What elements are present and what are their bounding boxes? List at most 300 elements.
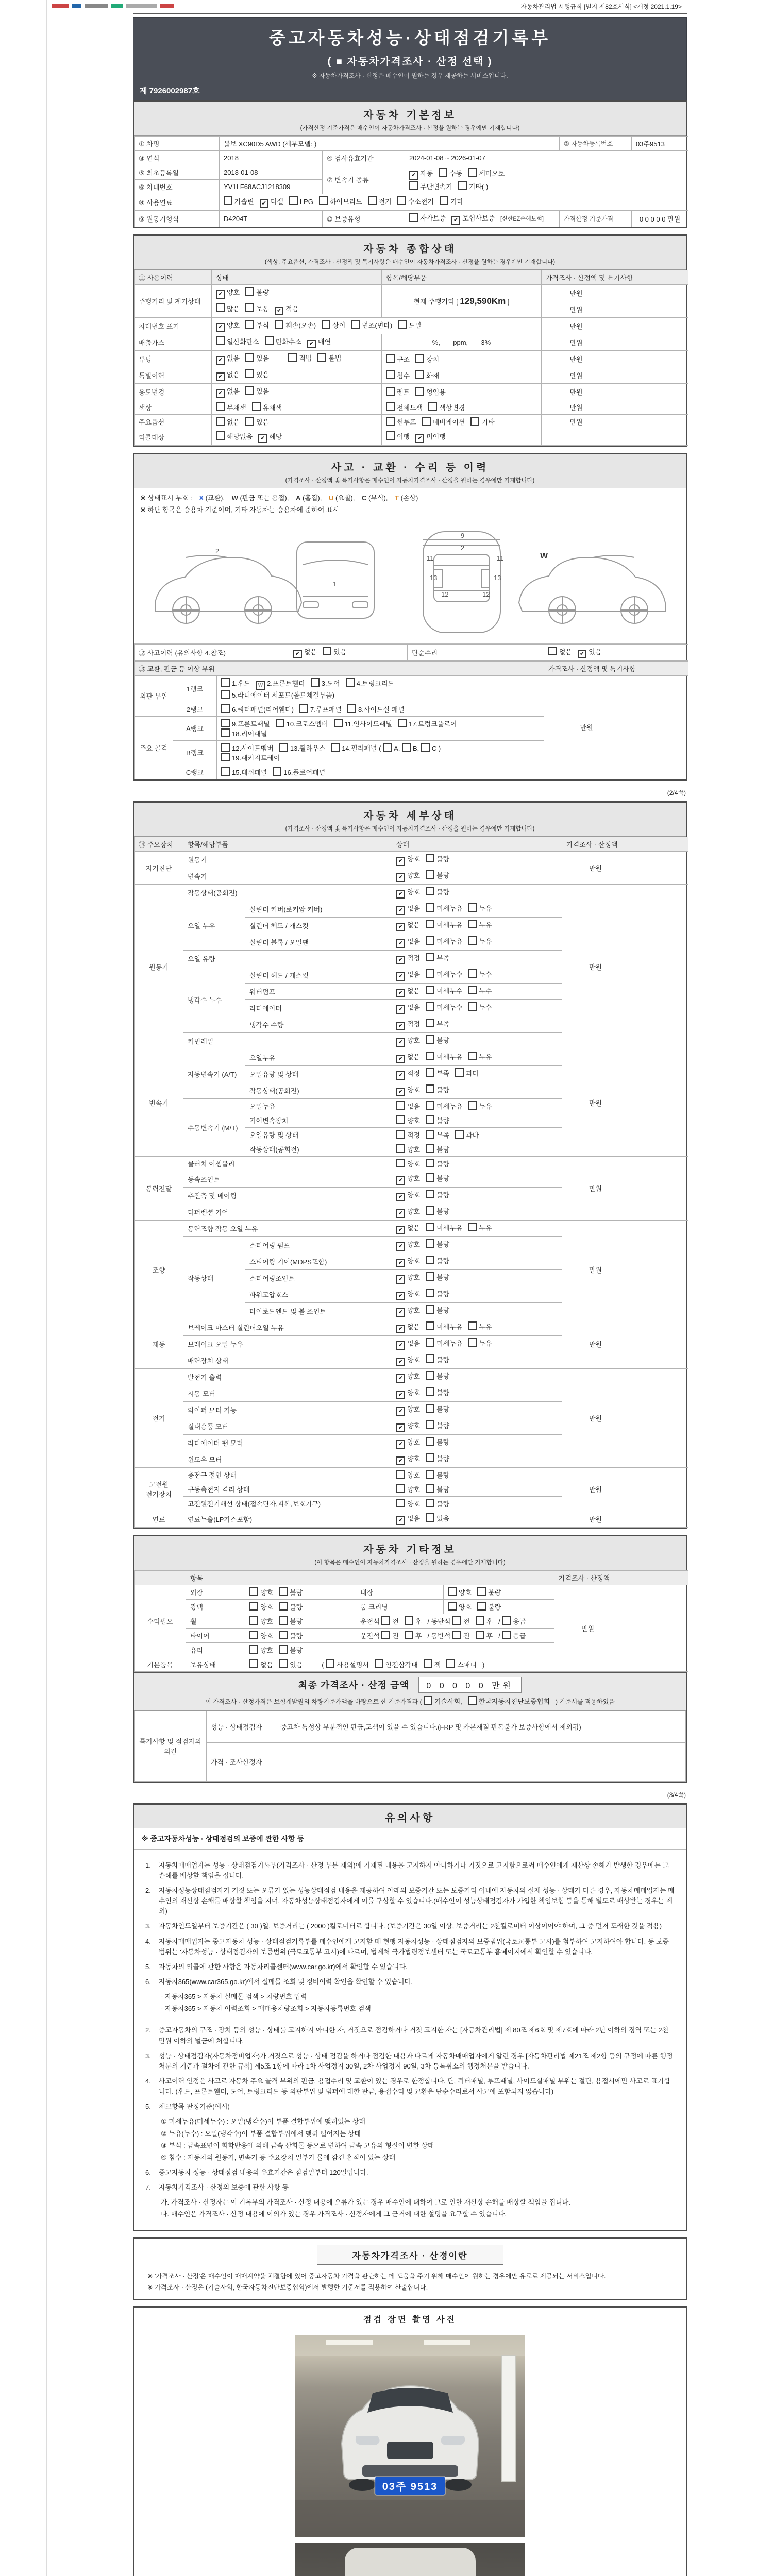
- checkbox-10.크로스멤버[interactable]: [276, 719, 284, 727]
- checkbox-보통[interactable]: [245, 303, 254, 312]
- checkbox-불량[interactable]: [279, 1645, 288, 1654]
- checkbox-있음[interactable]: [245, 353, 254, 362]
- checkbox-C[interactable]: [421, 743, 430, 752]
- checkbox-불량[interactable]: [477, 1602, 486, 1611]
- option-4.트렁크리드: 4.트렁크리드: [346, 678, 395, 688]
- checkbox-양호[interactable]: ✔: [396, 1275, 405, 1284]
- checkbox-훼손(오손)[interactable]: [275, 320, 283, 329]
- checkbox-불량[interactable]: [426, 1272, 434, 1281]
- checkbox-없음[interactable]: ✔: [396, 1516, 405, 1525]
- checkbox-유채색[interactable]: [252, 402, 261, 411]
- checkbox-불량[interactable]: [426, 1420, 434, 1429]
- price-cell: 만원: [562, 884, 629, 1049]
- checkbox-양호[interactable]: ✔: [396, 1308, 405, 1317]
- notice-item-text: 사고이력 인정은 사고로 자동차 주요 골격 부위의 판금, 용접수리 및 교환이 있는 경우로 한정합니다. 단, 쿼터패널, 루프패널, 사이드실패널 부위는 절단, 용접시에만 사고로 표기합니다. (후드, 프론트휀더, 도어, 트렁크리드 등 외판부위 및 범퍼에 대한 판금, 용접수리 및 교환은 단순수리로서 사고에 포함되지 않습니다): [159, 2077, 670, 2096]
- checkbox-3.도어[interactable]: [311, 678, 320, 687]
- checkbox-매연[interactable]: ✔: [307, 340, 316, 348]
- exchange-header: ⑬ 교환, 판금 등 이상 부위: [135, 661, 544, 675]
- option-기타: 기타: [440, 196, 463, 206]
- state-cell: [392, 1187, 562, 1204]
- state-cell: [392, 1302, 562, 1319]
- field-label-transmission: ⑦ 변속기 종류: [323, 165, 405, 194]
- checkbox-후[interactable]: [476, 1616, 484, 1625]
- etc-header: [134, 1536, 686, 1570]
- checkbox-불량[interactable]: [245, 287, 254, 296]
- checkbox-상이[interactable]: [322, 320, 330, 329]
- device-label: 변속기: [135, 1049, 183, 1156]
- checkbox-없음[interactable]: ✔: [396, 939, 405, 948]
- option-양호: 양호: [396, 1144, 420, 1154]
- checkbox-무채색[interactable]: [216, 402, 225, 411]
- checkbox-양호[interactable]: ✔: [396, 1259, 405, 1267]
- notice-item-number: 5.: [145, 2103, 151, 2111]
- checkbox-없음[interactable]: ✔: [396, 1005, 405, 1014]
- checkbox-부족[interactable]: [426, 1068, 434, 1077]
- checkbox-없음[interactable]: ✔: [396, 1341, 405, 1350]
- checkbox-기타[interactable]: [440, 196, 448, 205]
- option-불량: 불량: [426, 1470, 449, 1480]
- option-없음: ✔ 없음: [396, 969, 420, 981]
- table-row: [135, 351, 688, 367]
- checkbox-있음[interactable]: [279, 1659, 288, 1668]
- checkbox-불량[interactable]: [426, 1387, 434, 1396]
- checkbox-17.트렁크플로어[interactable]: [398, 719, 407, 727]
- checkbox-양호[interactable]: ✔: [216, 290, 225, 299]
- checkbox-양호[interactable]: [249, 1631, 258, 1639]
- remarks-inspector-text: 중고차 특성상 부분적인 판금,도색이 있을 수 있습니다.(FRP 및 카본재질 판독불가 보증사항에서 제외됨): [276, 1711, 686, 1742]
- checkbox-불량[interactable]: [426, 1115, 434, 1124]
- checkbox-2.프론트휀더[interactable]: W: [256, 681, 265, 690]
- checkbox-기타[interactable]: [470, 417, 479, 426]
- pricing-info-box: [133, 2237, 687, 2300]
- checkbox-15.대쉬패널[interactable]: [221, 767, 230, 776]
- checkbox-불량[interactable]: [279, 1587, 288, 1596]
- checkbox-불량[interactable]: [279, 1616, 288, 1625]
- checkbox-불량[interactable]: [426, 1499, 434, 1507]
- checkbox-불량[interactable]: [279, 1602, 288, 1611]
- checkbox-9.프론트패널[interactable]: [221, 719, 230, 727]
- checkbox-자가보증[interactable]: [409, 213, 418, 222]
- warranty-insurer: [신한EZ손해보험]: [500, 216, 544, 222]
- checkbox-없음[interactable]: ✔: [396, 906, 405, 915]
- checkbox-구조[interactable]: [386, 354, 395, 363]
- checkbox-스패너[interactable]: [446, 1659, 455, 1668]
- checkbox-불량[interactable]: [426, 1453, 434, 1462]
- checkbox-양호[interactable]: ✔: [396, 1358, 405, 1366]
- option-수소전기: 수소전기: [397, 196, 434, 206]
- checkbox-있음[interactable]: [323, 647, 331, 655]
- checkbox-누유[interactable]: [468, 903, 477, 912]
- option-영업용: 영업용: [415, 387, 446, 397]
- checkbox-없음[interactable]: ✔: [216, 389, 225, 398]
- checkbox-없음[interactable]: ✔: [216, 372, 225, 381]
- checkbox-12.사이드멤버[interactable]: [221, 743, 230, 752]
- checkbox-없음[interactable]: ✔: [216, 356, 225, 365]
- option-사용설명서: 사용설명서: [326, 1659, 369, 1669]
- checkbox-불량[interactable]: [426, 1190, 434, 1198]
- checkbox-11.인사이드패널[interactable]: [334, 719, 343, 727]
- accident-history-section: [133, 453, 687, 781]
- checkbox-양호[interactable]: [249, 1616, 258, 1625]
- checkbox-18.리어패널[interactable]: [221, 728, 230, 737]
- checkbox-불량[interactable]: [426, 854, 434, 862]
- checkbox-있음[interactable]: [245, 369, 254, 378]
- state-cell: [392, 1269, 562, 1286]
- checkbox-없음[interactable]: ✔: [396, 1325, 405, 1333]
- checkbox-미세누유[interactable]: [426, 1052, 434, 1060]
- checkbox-미세누유[interactable]: [426, 1321, 434, 1330]
- notice-item-number: 4.: [145, 2077, 151, 2086]
- checkbox-적음[interactable]: ✔: [275, 307, 283, 315]
- item-label: 발전기 출력: [183, 1368, 392, 1385]
- checkbox-후[interactable]: [405, 1631, 413, 1639]
- checkbox-양호[interactable]: [249, 1587, 258, 1596]
- checkbox-불량[interactable]: [426, 1173, 434, 1182]
- checkbox-A[interactable]: [383, 743, 392, 752]
- checkbox-색상변경[interactable]: [428, 402, 437, 411]
- checkbox-없음[interactable]: ✔: [396, 972, 405, 981]
- checkbox-없음[interactable]: [216, 417, 225, 426]
- option-불량: 불량: [426, 1499, 449, 1509]
- checkbox-응급[interactable]: [502, 1631, 511, 1639]
- checkbox-불량[interactable]: [426, 1206, 434, 1215]
- checkbox-없음[interactable]: ✔: [396, 1055, 405, 1063]
- checkbox-누수[interactable]: [468, 986, 477, 994]
- checkbox-과다[interactable]: [455, 1130, 464, 1139]
- checkbox-미세누유[interactable]: [426, 1101, 434, 1110]
- checkbox-B[interactable]: [402, 743, 411, 752]
- checkbox-7.루프패널[interactable]: [299, 704, 308, 713]
- checkbox-전기[interactable]: [368, 196, 377, 205]
- checkbox-불량[interactable]: [426, 1305, 434, 1314]
- checkbox-영업용[interactable]: [415, 387, 424, 396]
- checkbox-양호[interactable]: ✔: [216, 323, 225, 332]
- option-불량: 불량: [426, 1404, 449, 1414]
- option-양호: 양호: [249, 1587, 273, 1597]
- checkbox-양호[interactable]: [396, 1470, 405, 1479]
- option-장치: 장치: [415, 354, 439, 364]
- checkbox-자동[interactable]: ✔: [409, 171, 418, 180]
- extra-cell: [629, 884, 688, 1049]
- checkbox-양호[interactable]: ✔: [396, 1391, 405, 1399]
- simple-repair-label: 단순수리: [408, 644, 544, 660]
- option-과다: 과다: [455, 1130, 479, 1140]
- checkbox-양호[interactable]: [396, 1115, 405, 1124]
- checkbox-화재[interactable]: [415, 370, 424, 379]
- checkbox-후[interactable]: [476, 1631, 484, 1639]
- checkbox-안전삼각대[interactable]: [375, 1659, 383, 1668]
- checkbox-불량[interactable]: [426, 1084, 434, 1093]
- checkbox-한국자동차진단보증협회[interactable]: [468, 1696, 477, 1705]
- category-label: 냉각수 누수: [183, 967, 245, 1032]
- checkbox-양호[interactable]: [396, 1484, 405, 1493]
- checkbox-네비게이션[interactable]: [422, 417, 431, 426]
- checkbox-보험사보증[interactable]: ✔: [451, 216, 460, 225]
- checkbox-불량[interactable]: [426, 1354, 434, 1363]
- checkbox-있음[interactable]: [245, 386, 254, 395]
- checkbox-양호[interactable]: ✔: [396, 1440, 405, 1449]
- checkbox-있음[interactable]: [426, 1513, 434, 1522]
- option-기타: 기타: [470, 417, 494, 427]
- state-cell: [392, 1253, 562, 1269]
- checkbox-미세누유[interactable]: [426, 936, 434, 945]
- checkbox-14.필러패널[interactable]: [331, 743, 340, 752]
- checkbox-없음[interactable]: ✔: [396, 989, 405, 997]
- checkbox-부족[interactable]: [426, 953, 434, 961]
- checkbox-세미오토[interactable]: [468, 168, 477, 177]
- state-cell: [392, 1482, 562, 1496]
- checkbox-과다[interactable]: [455, 1068, 464, 1077]
- checkbox-5.라디에이터 서포트(볼트체결부품)[interactable]: [221, 690, 230, 699]
- checkbox-불량[interactable]: [426, 1484, 434, 1493]
- checkbox-누유[interactable]: [468, 1101, 477, 1110]
- part-text-cell: %, ppm, 3%: [382, 334, 542, 351]
- checkbox-부족[interactable]: [426, 1130, 434, 1139]
- checkbox-미이행[interactable]: ✔: [415, 434, 424, 443]
- checkbox-미세누유[interactable]: [426, 1223, 434, 1231]
- device-label: 자기진단: [135, 851, 183, 884]
- notice-item: [145, 1937, 675, 1957]
- checkbox-불량[interactable]: [426, 1144, 434, 1153]
- state-cell: [245, 1628, 356, 1642]
- checkbox-양호[interactable]: ✔: [396, 1407, 405, 1416]
- checkbox-탄화수소[interactable]: [265, 336, 274, 345]
- option-양호: 양호: [396, 1115, 420, 1125]
- checkbox-없음[interactable]: ✔: [396, 1226, 405, 1234]
- checkbox-양호[interactable]: ✔: [396, 1456, 405, 1465]
- notice-sub-item: 가. 가격조사 · 산정자는 이 기록부의 가격조사 · 산정 내용에 오류가 있는 경우 매수인에 대하여 그로 인한 재산상 손해를 배상할 책임을 집니다.: [161, 2198, 570, 2207]
- notice-item-number: 7.: [145, 2183, 151, 2192]
- item-label: 커먼레일: [183, 1032, 392, 1049]
- checkbox-누유[interactable]: [468, 1052, 477, 1060]
- checkbox-없음[interactable]: ✔: [396, 923, 405, 931]
- usage-label: 주요옵션: [135, 415, 212, 429]
- option-미세누수: 미세누수: [426, 969, 462, 979]
- checkbox-양호[interactable]: ✔: [396, 873, 405, 882]
- checkbox-불량[interactable]: [477, 1587, 486, 1596]
- price-cell: 만원: [542, 301, 611, 318]
- option-17.트렁크플로어: 17.트렁크플로어: [398, 719, 457, 728]
- checkbox-부족[interactable]: [426, 1019, 434, 1027]
- current-mileage: 129,590Km: [460, 296, 506, 306]
- option-19.패키지트레이: 19.패키지트레이: [221, 753, 280, 762]
- option-구조: 구조: [386, 354, 410, 364]
- checkbox-양호[interactable]: [396, 1144, 405, 1153]
- checkbox-양호[interactable]: ✔: [396, 1176, 405, 1185]
- pricing-box-line1: ※ '가격조사 · 산정'은 매수인이 매매계약을 체결함에 있어 중고자동차 가격을 판단하는 데 도움을 주기 위해 매수인이 원하는 경우에만 유료로 제공되는 서비스입니다.: [147, 2272, 606, 2280]
- checkbox-적정[interactable]: [396, 1130, 405, 1139]
- checkbox-불량[interactable]: [426, 1437, 434, 1446]
- notice-group-gap: [145, 2015, 675, 2021]
- checkbox-양호[interactable]: ✔: [396, 1423, 405, 1432]
- checkbox-누유[interactable]: [468, 1223, 477, 1231]
- checkbox-전[interactable]: [452, 1616, 461, 1625]
- state-cell: [392, 868, 562, 884]
- state-cell: [444, 1599, 554, 1614]
- accident-notes: [134, 488, 686, 520]
- checkbox-양호[interactable]: ✔: [396, 1193, 405, 1201]
- basic-info-section: [133, 100, 687, 228]
- checkbox-불량[interactable]: [426, 1289, 434, 1297]
- option-양호: ✔ 양호: [396, 854, 420, 866]
- checkbox-가솔린[interactable]: [224, 196, 232, 205]
- checkbox-있음[interactable]: ✔: [578, 650, 586, 658]
- remarks-inspector-label: 성능 · 상태점검자: [207, 1711, 276, 1742]
- checkbox-부식[interactable]: [245, 320, 254, 329]
- checkbox-없음[interactable]: ✔: [293, 650, 302, 658]
- checkbox-전[interactable]: [381, 1616, 390, 1625]
- checkbox-양호[interactable]: [396, 1499, 405, 1507]
- checkbox-양호[interactable]: ✔: [396, 1374, 405, 1383]
- checkbox-양호[interactable]: ✔: [396, 890, 405, 899]
- checkbox-침수[interactable]: [386, 370, 395, 379]
- checkbox-잭[interactable]: [424, 1659, 432, 1668]
- checkbox-1.후드[interactable]: [221, 678, 230, 687]
- checkbox-사용설명서[interactable]: [326, 1659, 334, 1668]
- checkbox-불량[interactable]: [426, 1035, 434, 1044]
- checkbox-불량[interactable]: [426, 1470, 434, 1479]
- checkbox-4.트렁크리드[interactable]: [346, 678, 355, 687]
- diagram-label-11: 11: [426, 554, 433, 562]
- checkbox-양호[interactable]: [448, 1602, 457, 1611]
- checkbox-13.휠하우스[interactable]: [279, 743, 288, 752]
- diagram-label-1: 1: [332, 580, 337, 588]
- checkbox-미세누수[interactable]: [426, 986, 434, 994]
- item-label: 냉각수 수량: [245, 1016, 392, 1032]
- checkbox-16.플로어패널[interactable]: [273, 767, 281, 776]
- checkbox-디젤[interactable]: ✔: [260, 199, 268, 208]
- etc-subtitle: (이 항목은 매수인이 자동차가격조사 · 산정을 원하는 경우에만 기재합니다): [314, 1559, 506, 1566]
- checkbox-양호[interactable]: ✔: [396, 1292, 405, 1300]
- checkbox-적정[interactable]: ✔: [396, 956, 405, 964]
- checkbox-하이브리드[interactable]: [319, 196, 328, 205]
- checkbox-누유[interactable]: [468, 936, 477, 945]
- checkbox-누수[interactable]: [468, 1002, 477, 1011]
- checkbox-누유[interactable]: [468, 920, 477, 928]
- checkbox-전[interactable]: [452, 1631, 461, 1639]
- checkbox-미세누수[interactable]: [426, 1002, 434, 1011]
- checkbox-불량[interactable]: [426, 887, 434, 895]
- checkbox-양호[interactable]: [249, 1602, 258, 1611]
- checkbox-있음[interactable]: [245, 417, 254, 426]
- checkbox-없음[interactable]: [249, 1659, 258, 1668]
- checkbox-누유[interactable]: [468, 1321, 477, 1330]
- pricing-box-line2: ※ 가격조사 · 산정은 (기술사회, 한국자동차진단보증협회)에서 발행한 기준서를 적용하여 산출합니다.: [147, 2283, 428, 2291]
- option-불량: 불량: [426, 1159, 449, 1168]
- checkbox-미세누유[interactable]: [426, 920, 434, 928]
- item-label: 워터펌프: [245, 983, 392, 999]
- checkbox-미세누유[interactable]: [426, 1338, 434, 1347]
- checkbox-응급[interactable]: [502, 1616, 511, 1625]
- checkbox-미세누유[interactable]: [426, 903, 434, 912]
- checkbox-장치[interactable]: [415, 354, 424, 363]
- option-자동: ✔ 자동: [409, 168, 433, 180]
- checkbox-수소전기[interactable]: [397, 196, 406, 205]
- checkbox-적정[interactable]: ✔: [396, 1071, 405, 1080]
- checkbox-썬루프[interactable]: [386, 417, 395, 426]
- checkbox-양호[interactable]: [448, 1587, 457, 1596]
- checkbox-기타( )[interactable]: [458, 181, 467, 190]
- checkbox-기술사회,[interactable]: [424, 1696, 432, 1705]
- checkbox-6.쿼터패널(리어휀다)[interactable]: [221, 704, 230, 713]
- item-label: 디퍼렌셜 기어: [183, 1204, 392, 1220]
- checkbox-변조(변타)[interactable]: [351, 320, 360, 329]
- item-label: 룸 크리닝: [356, 1599, 444, 1614]
- checkbox-미세누수[interactable]: [426, 969, 434, 978]
- checkbox-불량[interactable]: [426, 1159, 434, 1167]
- item-label: 오일유량 및 상태: [245, 1127, 392, 1142]
- checkbox-이행[interactable]: [386, 431, 395, 440]
- state-cell: [392, 1511, 562, 1527]
- extra-cell: [611, 429, 688, 446]
- option-7.루프패널: 7.루프패널: [299, 704, 342, 714]
- document-number: 제 7926002987호: [140, 87, 200, 95]
- checkbox-불량[interactable]: [279, 1631, 288, 1639]
- checkbox-많음[interactable]: [216, 303, 225, 312]
- checkbox-렌트[interactable]: [386, 387, 395, 396]
- checkbox-양호[interactable]: ✔: [396, 1209, 405, 1218]
- checkbox-양호[interactable]: [396, 1159, 405, 1167]
- checkbox-불량[interactable]: [426, 1256, 434, 1264]
- price-cell: 만원: [542, 400, 611, 415]
- checkbox-양호[interactable]: ✔: [396, 857, 405, 866]
- checkbox-없음[interactable]: [548, 647, 557, 655]
- state-cell: [392, 884, 562, 901]
- notice-item-text: 자동차성능상태점검자가 거짓 또는 오류가 있는 성능상태점검 내용을 제공하여 아래의 보증기간 또는 보증거리 이내에 자동차의 실제 성능 · 상태가 다른 경우, 자동차매매업자는 매수인의 재산상 손해를 배상할 책임을 지며, 자동차성능상태점검자에게 이를 구상할 수 있습니다.(매수인이 성능상태점검자가 가입한 책임보험 등을 통해 별도로 배상받는 경우는 제외): [159, 1887, 675, 1916]
- checkbox-불량[interactable]: [426, 1404, 434, 1413]
- checkbox-후[interactable]: [405, 1616, 413, 1625]
- checkbox-8.사이드실 패널[interactable]: [347, 704, 356, 713]
- option-색상변경: 색상변경: [428, 402, 465, 412]
- checkbox-누유[interactable]: [468, 1338, 477, 1347]
- checkbox-무단변속기[interactable]: [409, 181, 418, 190]
- checkbox-해당[interactable]: ✔: [258, 434, 267, 443]
- checkbox-불량[interactable]: [426, 1371, 434, 1380]
- checkbox-일산화탄소[interactable]: [216, 336, 225, 345]
- exchange-table: [134, 661, 688, 779]
- checkbox-양호[interactable]: ✔: [396, 1242, 405, 1251]
- option-누수: 누수: [468, 986, 492, 995]
- state-cell: [392, 1142, 562, 1156]
- checkbox-적정[interactable]: ✔: [396, 1022, 405, 1030]
- checkbox-없음[interactable]: [396, 1101, 405, 1110]
- checkbox-양호[interactable]: ✔: [396, 1038, 405, 1047]
- usage-label: 특별이력: [135, 367, 212, 384]
- checkbox-누수[interactable]: [468, 969, 477, 978]
- checkbox-도말[interactable]: [398, 320, 407, 329]
- checkbox-수동[interactable]: [439, 168, 447, 177]
- checkbox-불량[interactable]: [426, 870, 434, 879]
- checkbox-양호[interactable]: ✔: [396, 1088, 405, 1096]
- checkbox-불법[interactable]: [317, 353, 326, 362]
- checkbox-불량[interactable]: [426, 1239, 434, 1248]
- checkbox-해당없음[interactable]: [216, 431, 225, 440]
- checkbox-19.패키지트레이[interactable]: [221, 753, 230, 761]
- checkbox-전[interactable]: [381, 1631, 390, 1639]
- field-value-fuel: [220, 194, 688, 211]
- option-무채색: 무채색: [216, 402, 246, 412]
- field-value-car-name: 볼보 XC90D5 AWD (세부모델: ): [220, 137, 560, 151]
- state-cell: [212, 334, 382, 351]
- state-cell: [392, 1171, 562, 1187]
- overall-condition-section: [133, 234, 687, 447]
- checkbox-전체도색[interactable]: [386, 402, 395, 411]
- checkbox-LPG[interactable]: [289, 196, 298, 205]
- state-cell: [392, 1335, 562, 1352]
- checkbox-양호[interactable]: [249, 1645, 258, 1654]
- checkbox-적법[interactable]: [288, 353, 297, 362]
- notice-item-text: 자동차의 리콜에 관한 사항은 자동차리콜센터(www.car.go.kr)에서 확인할 수 있습니다.: [159, 1962, 408, 1971]
